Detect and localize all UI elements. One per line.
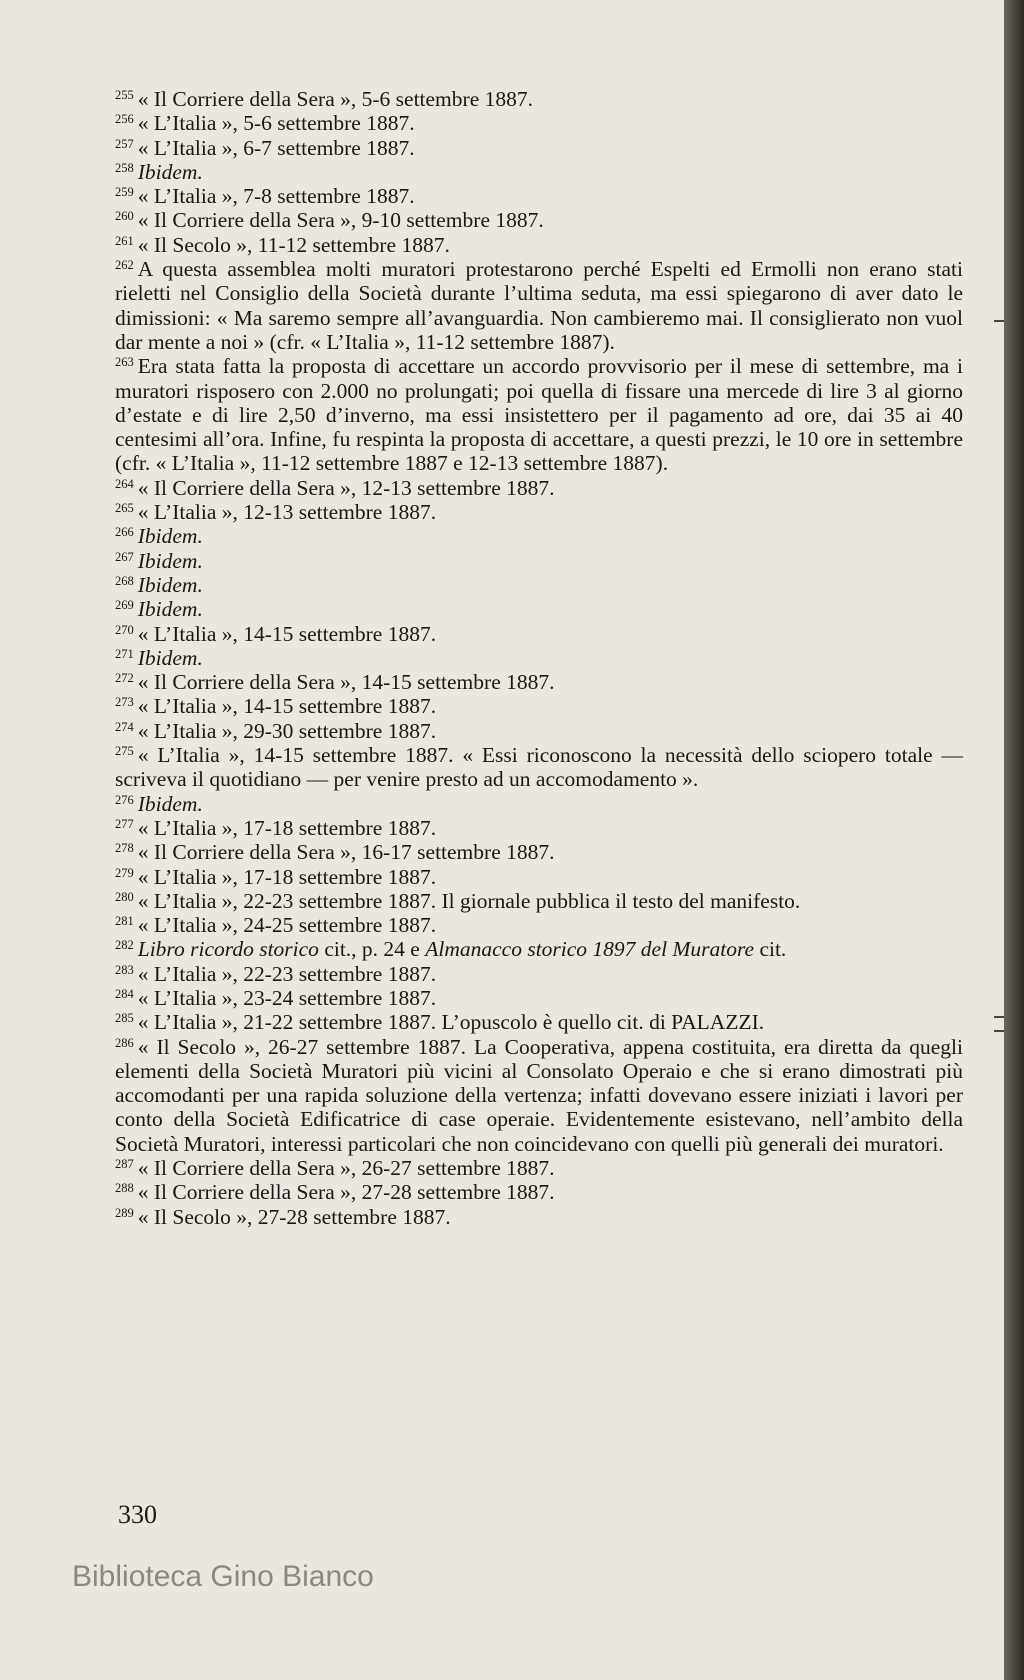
footnote bbox=[115, 792, 963, 816]
footnote bbox=[115, 889, 963, 913]
footnote-text: « L’Italia », 7-8 settembre 1887. bbox=[137, 184, 415, 209]
footnote-number: 262 bbox=[115, 258, 134, 273]
footnote bbox=[115, 524, 963, 548]
footnote bbox=[115, 87, 963, 111]
footnote-number: 278 bbox=[115, 841, 134, 856]
footnote bbox=[115, 646, 963, 670]
footnote-number: 259 bbox=[115, 185, 134, 200]
footnote-text: « Il Secolo », 26-27 settembre 1887. La Cooperativa, appena costituita, era diretta da quegli elementi della Società Muratori più vicini al Consolato Operaio e che si erano dimostrati più accomodanti per una rapida soluzione della vertenza; infatti dovevano essere iniziati i lavori per conto della Società Edificatrice di case operaie. Evidentemente esistevano, nell’ambito della Società Muratori, interessi particolari che non coincidevano con quelli più generali dei muratori. bbox=[115, 1034, 963, 1156]
footnote-text: « Il Corriere della Sera », 12-13 settembre 1887. bbox=[137, 475, 555, 500]
page-number: 330 bbox=[118, 1500, 157, 1529]
footnote bbox=[115, 1156, 963, 1180]
footnote-number: 284 bbox=[115, 986, 134, 1001]
footnote-number: 271 bbox=[115, 646, 134, 661]
footnote-text: « L’Italia », 5-6 settembre 1887. bbox=[137, 111, 415, 136]
footnote-text: « Il Secolo », 27-28 settembre 1887. bbox=[137, 1204, 451, 1229]
footnote-number: 276 bbox=[115, 792, 134, 807]
footnote-number: 257 bbox=[115, 136, 134, 151]
footnote-text: A questa assemblea molti muratori protestarono perché Espelti ed Ermolli non erano stati rieletti nel Consiglio della Società durante l’ultima seduta, ma essi spiegarono di aver dato le dimissioni: « Ma saremo sempre all’avanguardia. Non cambieremo mai. Il consiglierato non vuol dar mente a noi » (cfr. « L’Italia », 11-12 settembre 1887). bbox=[115, 257, 963, 354]
footnote-number: 272 bbox=[115, 671, 134, 686]
footnote-number: 288 bbox=[115, 1181, 134, 1196]
footnote bbox=[115, 937, 963, 961]
footnote-text: « L’Italia », 17-18 settembre 1887. bbox=[137, 864, 437, 889]
footnote bbox=[115, 816, 963, 840]
margin-mark bbox=[994, 1016, 1004, 1018]
footnotes-block bbox=[115, 87, 963, 1229]
footnote-text: « L’Italia », 24-25 settembre 1887. bbox=[137, 913, 437, 938]
footnote-text: « L’Italia », 22-23 settembre 1887. Il giornale pubblica il testo del manifesto. bbox=[137, 888, 801, 913]
footnote-text: « L’Italia », 22-23 settembre 1887. bbox=[137, 961, 437, 986]
footnote bbox=[115, 597, 963, 621]
footnote-number: 260 bbox=[115, 209, 134, 224]
footnote bbox=[115, 111, 963, 135]
footnote-number: 273 bbox=[115, 695, 134, 710]
footnote-text: « L’Italia », 29-30 settembre 1887. bbox=[137, 718, 437, 743]
footnote-italic-text: Ibidem. bbox=[137, 645, 203, 670]
footnote bbox=[115, 865, 963, 889]
footnote bbox=[115, 1205, 963, 1229]
footnote-number: 263 bbox=[115, 355, 134, 370]
footnote bbox=[115, 1010, 963, 1034]
footnote-number: 264 bbox=[115, 476, 134, 491]
footnote-number: 266 bbox=[115, 525, 134, 540]
footnote bbox=[115, 233, 963, 257]
footnote-number: 265 bbox=[115, 501, 134, 516]
footnote-text: « Il Corriere della Sera », 9-10 settembre 1887. bbox=[137, 208, 544, 233]
footnote bbox=[115, 160, 963, 184]
footnote bbox=[115, 549, 963, 573]
footnote-number: 280 bbox=[115, 889, 134, 904]
footnote-text: « L’Italia », 21-22 settembre 1887. L’opuscolo è quello cit. di PALAZZI. bbox=[137, 1010, 765, 1035]
footnote-text: « L’Italia », 14-15 settembre 1887. « Essi riconoscono la necessità dello sciopero totale — scriveva il quotidiano — per venire presto ad un accomodamento ». bbox=[115, 743, 963, 792]
footnote bbox=[115, 208, 963, 232]
footnote bbox=[115, 986, 963, 1010]
footnote-italic-text: Ibidem. bbox=[137, 524, 203, 549]
footnote bbox=[115, 184, 963, 208]
footnote-number: 281 bbox=[115, 914, 134, 929]
footnote-number: 289 bbox=[115, 1205, 134, 1220]
footnote-italic-text: Almanacco storico 1897 del Muratore bbox=[425, 937, 755, 962]
footnote-text: « Il Corriere della Sera », 27-28 settembre 1887. bbox=[137, 1180, 555, 1205]
footnote-number: 258 bbox=[115, 160, 134, 175]
footnote bbox=[115, 719, 963, 743]
binding-edge bbox=[1004, 0, 1024, 1680]
footnote-italic-text: Libro ricordo storico bbox=[137, 937, 319, 962]
footnote-number: 268 bbox=[115, 573, 134, 588]
library-watermark: Biblioteca Gino Bianco bbox=[72, 1560, 374, 1593]
footnote-text: « L’Italia », 17-18 settembre 1887. bbox=[137, 815, 437, 840]
footnote bbox=[115, 622, 963, 646]
footnote-number: 267 bbox=[115, 549, 134, 564]
footnote-number: 261 bbox=[115, 233, 134, 248]
footnote-number: 256 bbox=[115, 112, 134, 127]
footnote-number: 285 bbox=[115, 1011, 134, 1026]
footnote bbox=[115, 500, 963, 524]
footnote-number: 282 bbox=[115, 938, 134, 953]
footnote bbox=[115, 840, 963, 864]
footnote-number: 274 bbox=[115, 719, 134, 734]
footnote-text: « Il Corriere della Sera », 26-27 settembre 1887. bbox=[137, 1156, 555, 1181]
footnote-italic-text: Ibidem. bbox=[137, 159, 203, 184]
footnote bbox=[115, 257, 963, 354]
footnote bbox=[115, 962, 963, 986]
footnote bbox=[115, 670, 963, 694]
footnote bbox=[115, 136, 963, 160]
footnote-text: « L’Italia », 12-13 settembre 1887. bbox=[137, 500, 437, 525]
footnote-italic-text: Ibidem. bbox=[137, 548, 203, 573]
footnote-italic-text: Ibidem. bbox=[137, 572, 203, 597]
footnote-italic-text: Ibidem. bbox=[137, 791, 203, 816]
footnote-text: « Il Corriere della Sera », 14-15 settembre 1887. bbox=[137, 670, 555, 695]
footnote-text: « L’Italia », 6-7 settembre 1887. bbox=[137, 135, 415, 160]
footnote-number: 279 bbox=[115, 865, 134, 880]
footnote bbox=[115, 476, 963, 500]
footnote-text: « Il Corriere della Sera », 5-6 settembre 1887. bbox=[137, 87, 533, 111]
footnote-text: « Il Secolo », 11-12 settembre 1887. bbox=[137, 232, 450, 257]
footnote-number: 270 bbox=[115, 622, 134, 637]
footnote bbox=[115, 913, 963, 937]
footnote bbox=[115, 694, 963, 718]
footnote-text: cit. bbox=[754, 937, 787, 962]
margin-mark bbox=[994, 1030, 1004, 1032]
footnote-number: 287 bbox=[115, 1157, 134, 1172]
footnote-text: Era stata fatta la proposta di accettare un accordo provvisorio per il mese di settembre, ma i muratori risposero con 2.000 no prolungati; poi quella di fissare una mercede di lire 3 al giorno d’estate e di lire 2,50 d’inverno, ma essi insistettero per il pagamento ad ore, dai 35 ai 40 centesimi all’ora. Infine, fu respinta la proposta di accettare, a questi prezzi, le 10 ore in settembre (cfr. « L’Italia », 11-12 settembre 1887 e 12-13 settembre 1887). bbox=[115, 354, 963, 476]
footnote-number: 275 bbox=[115, 744, 134, 759]
footnote bbox=[115, 743, 963, 792]
footnote-text: « L’Italia », 14-15 settembre 1887. bbox=[137, 621, 437, 646]
footnote-number: 283 bbox=[115, 962, 134, 977]
margin-mark bbox=[994, 320, 1004, 322]
footnote-number: 277 bbox=[115, 816, 134, 831]
footnote bbox=[115, 354, 963, 475]
footnote bbox=[115, 1035, 963, 1156]
footnote-number: 269 bbox=[115, 598, 134, 613]
footnote-text: « Il Corriere della Sera », 16-17 settembre 1887. bbox=[137, 840, 555, 865]
footnote-number: 255 bbox=[115, 88, 134, 102]
footnote-text: cit., p. 24 e bbox=[318, 937, 426, 962]
footnote bbox=[115, 573, 963, 597]
footnote bbox=[115, 1180, 963, 1204]
footnote-italic-text: Ibidem. bbox=[137, 597, 203, 622]
footnote-text: « L’Italia », 14-15 settembre 1887. bbox=[137, 694, 437, 719]
footnote-number: 286 bbox=[115, 1035, 134, 1050]
footnote-text: « L’Italia », 23-24 settembre 1887. bbox=[137, 985, 437, 1010]
